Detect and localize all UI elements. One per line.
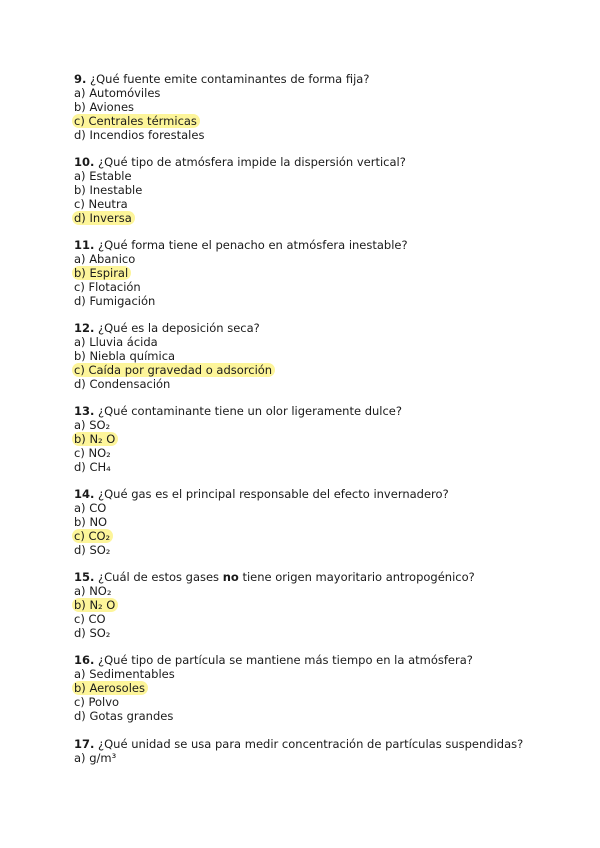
option-row — [74, 169, 564, 183]
answer-option: c) Polvo — [74, 695, 120, 709]
option-row — [74, 335, 564, 349]
answer-option: c) Flotación — [74, 280, 141, 294]
question-text — [74, 155, 564, 169]
highlighted-answer: d) Inversa — [72, 211, 135, 225]
highlighted-answer: c) Centrales térmicas — [72, 114, 200, 128]
question-block — [74, 487, 564, 557]
question-text — [74, 72, 564, 86]
answer-option: d) Fumigación — [74, 294, 156, 308]
question-text — [74, 570, 564, 584]
option-row — [74, 211, 564, 225]
question-number: 16. — [74, 653, 95, 667]
option-row — [74, 709, 564, 723]
option-row — [74, 114, 564, 128]
question-block — [74, 238, 564, 308]
option-row — [74, 681, 564, 695]
option-row — [74, 86, 564, 100]
question-number: 14. — [74, 487, 95, 501]
option-row — [74, 543, 564, 557]
question-prompt: ¿Qué fuente emite contaminantes de forma fija? — [90, 72, 370, 86]
highlighted-answer: b) Aerosoles — [72, 681, 148, 695]
answer-option: d) Gotas grandes — [74, 709, 174, 723]
option-row — [74, 432, 564, 446]
question-prompt: ¿Qué es la deposición seca? — [98, 321, 260, 335]
option-row — [74, 598, 564, 612]
option-row — [74, 501, 564, 515]
option-row — [74, 363, 564, 377]
question-text — [74, 404, 564, 418]
question-prompt: ¿Qué tipo de partícula se mantiene más tiempo en la atmósfera? — [98, 653, 473, 667]
answer-option: b) Niebla química — [74, 349, 176, 363]
option-row — [74, 446, 564, 460]
question-number: 11. — [74, 238, 95, 252]
option-row — [74, 197, 564, 211]
question-text — [74, 737, 564, 751]
question-number: 10. — [74, 155, 95, 169]
highlighted-answer: b) N₂ O — [72, 432, 118, 446]
option-row — [74, 183, 564, 197]
question-block — [74, 155, 564, 225]
answer-option: a) Lluvia ácida — [74, 335, 158, 349]
answer-option: a) Automóviles — [74, 86, 161, 100]
question-number: 9. — [74, 72, 87, 86]
question-number: 15. — [74, 570, 95, 584]
answer-option: b) Aviones — [74, 100, 135, 114]
option-row — [74, 280, 564, 294]
answer-option: c) CO — [74, 612, 106, 626]
question-prompt-tail: tiene origen mayoritario antropogénico? — [238, 570, 475, 584]
highlighted-answer: b) Espiral — [72, 266, 131, 280]
answer-option: b) Inestable — [74, 183, 143, 197]
question-block — [74, 72, 564, 142]
option-row — [74, 695, 564, 709]
question-text — [74, 238, 564, 252]
option-row — [74, 418, 564, 432]
answer-option: a) Sedimentables — [74, 667, 175, 681]
question-text — [74, 653, 564, 667]
question-number: 13. — [74, 404, 95, 418]
answer-option: d) Incendios forestales — [74, 128, 205, 142]
option-row — [74, 294, 564, 308]
option-row — [74, 100, 564, 114]
option-row — [74, 252, 564, 266]
answer-option: c) NO₂ — [74, 446, 111, 460]
highlighted-answer: c) CO₂ — [72, 529, 113, 543]
answer-option: a) NO₂ — [74, 584, 112, 598]
option-row — [74, 349, 564, 363]
question-block — [74, 570, 564, 640]
question-number: 17. — [74, 737, 95, 751]
answer-option: c) Neutra — [74, 197, 128, 211]
answer-option: a) g/m³ — [74, 751, 117, 765]
answer-option: a) Abanico — [74, 252, 136, 266]
option-row — [74, 377, 564, 391]
question-text — [74, 321, 564, 335]
option-row — [74, 667, 564, 681]
option-row — [74, 529, 564, 543]
highlighted-answer: b) N₂ O — [72, 598, 118, 612]
question-prompt: ¿Qué forma tiene el penacho en atmósfera inestable? — [98, 238, 408, 252]
option-row — [74, 460, 564, 474]
question-text — [74, 487, 564, 501]
option-row — [74, 612, 564, 626]
option-row — [74, 584, 564, 598]
answer-option: d) CH₄ — [74, 460, 111, 474]
answer-option: a) SO₂ — [74, 418, 111, 432]
highlighted-answer: c) Caída por gravedad o adsorción — [72, 363, 275, 377]
question-number: 12. — [74, 321, 95, 335]
answer-option: b) NO — [74, 515, 108, 529]
answer-option: a) Estable — [74, 169, 132, 183]
question-prompt: ¿Qué unidad se usa para medir concentración de partículas suspendidas? — [98, 737, 524, 751]
option-row — [74, 515, 564, 529]
option-row — [74, 626, 564, 640]
answer-option: d) Condensación — [74, 377, 171, 391]
question-prompt: ¿Cuál de estos gases — [98, 570, 223, 584]
option-row — [74, 128, 564, 142]
question-block — [74, 321, 564, 391]
option-row — [74, 266, 564, 280]
question-block — [74, 404, 564, 474]
question-prompt: ¿Qué contaminante tiene un olor ligeramente dulce? — [98, 404, 402, 418]
question-block — [74, 653, 564, 723]
answer-option: d) SO₂ — [74, 626, 111, 640]
answer-option: a) CO — [74, 501, 107, 515]
option-row — [74, 751, 564, 765]
answer-option: d) SO₂ — [74, 543, 111, 557]
question-prompt: ¿Qué tipo de atmósfera impide la dispersión vertical? — [98, 155, 406, 169]
question-block — [74, 737, 564, 765]
question-emphasis: no — [222, 570, 239, 584]
question-prompt: ¿Qué gas es el principal responsable del efecto invernadero? — [98, 487, 449, 501]
